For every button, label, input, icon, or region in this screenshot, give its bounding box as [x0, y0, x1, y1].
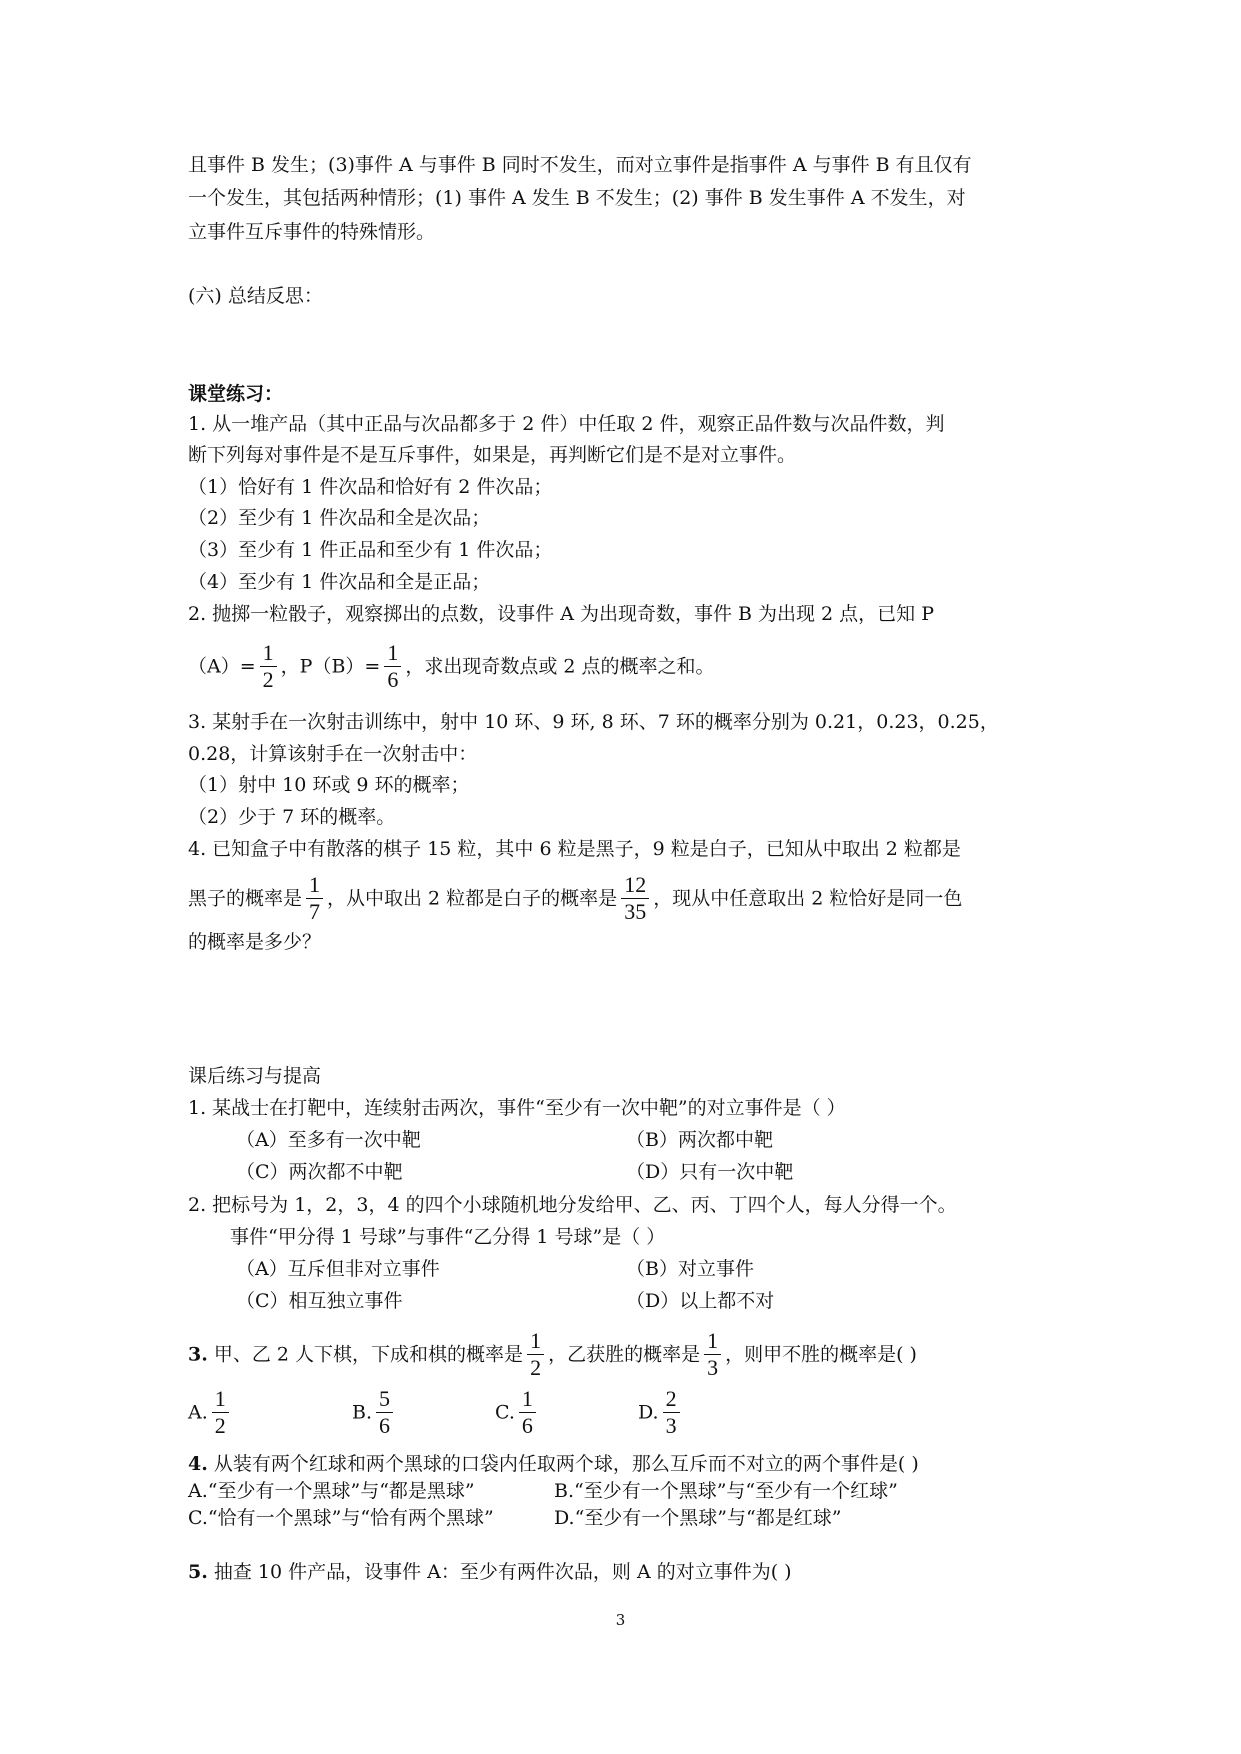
hw-q1-stem: 1. 某战士在打靶中，连续射击两次，事件“至少有一次中靶”的对立事件是（ ） — [188, 1097, 846, 1119]
homework-title: 课后练习与提高 — [188, 1065, 322, 1087]
cw-q2-pa-label: （A）= — [188, 655, 256, 678]
classwork-title: 课堂练习： — [188, 383, 284, 405]
fraction-numerator: 1 — [262, 640, 274, 665]
cw-q4-line-1: 4. 已知盒子中有散落的棋子 15 粒，其中 6 粒是黑子，9 粒是白子，已知从中取出 2 粒都是 — [188, 838, 961, 860]
summary-heading: (六) 总结反思： — [188, 285, 323, 307]
fraction — [663, 1386, 680, 1439]
fraction-denominator: 6 — [384, 666, 401, 693]
option-label: D. — [638, 1401, 659, 1424]
cw-q3-line-2: 0.28，计算该射手在一次射击中： — [188, 743, 478, 765]
hw-q3-option-d — [638, 1386, 684, 1439]
cw-q1-item-2: （2）至少有 1 件次品和全是次品； — [188, 507, 491, 529]
fraction-numerator: 12 — [624, 872, 647, 897]
fraction — [527, 1328, 544, 1381]
cw-q3-item-1: （1）射中 10 环或 9 环的概率； — [188, 774, 470, 796]
hw-q5-stem — [188, 1560, 792, 1584]
option-label: C. — [495, 1401, 515, 1424]
cw-q2-pb-label: ，P（B）= — [280, 655, 381, 678]
fraction-numerator: 1 — [387, 640, 399, 665]
cw-q3-item-2: （2）少于 7 环的概率。 — [188, 806, 396, 828]
cw-q1-line-2: 断下列每对事件是不是互斥事件，如果是，再判断它们是不是对立事件。 — [188, 444, 797, 466]
hw-q1-option-d: （D）只有一次中靶 — [626, 1161, 794, 1183]
fraction-denominator: 7 — [306, 898, 323, 925]
cw-q1-item-3: （3）至少有 1 件正品和至少有 1 件次品； — [188, 539, 553, 561]
hw-q2-option-a: （A）互斥但非对立事件 — [236, 1258, 440, 1280]
fraction — [704, 1328, 721, 1381]
fraction — [376, 1386, 393, 1439]
fraction — [212, 1386, 229, 1439]
fraction — [260, 640, 277, 693]
hw-q4-option-d: D.“至少有一个黑球”与“都是红球” — [554, 1507, 842, 1529]
fraction-denominator: 3 — [663, 1412, 680, 1439]
fraction-denominator: 6 — [376, 1412, 393, 1439]
hw-q4-stem-text: 从装有两个红球和两个黑球的口袋内任取两个球，那么互斥而不对立的两个事件是( ) — [207, 1453, 919, 1475]
fraction-numerator: 1 — [309, 872, 321, 897]
fraction-denominator: 2 — [527, 1354, 544, 1381]
cw-q2-line-2 — [188, 640, 715, 693]
cw-q4-seg-2: ，从中取出 2 粒都是白子的概率是 — [327, 887, 618, 910]
fraction-denominator: 2 — [212, 1412, 229, 1439]
fraction — [621, 872, 649, 925]
hw-q4-option-a: A.“至少有一个黑球”与“都是黑球” — [188, 1480, 475, 1502]
fraction-denominator: 6 — [519, 1412, 536, 1439]
hw-q3-option-c — [495, 1386, 540, 1439]
hw-q3-seg-1: 甲、乙 2 人下棋，下成和棋的概率是 — [207, 1343, 524, 1366]
fraction-numerator: 5 — [379, 1386, 391, 1411]
hw-q2-option-d: （D）以上都不对 — [626, 1290, 775, 1312]
cw-q1-item-1: （1）恰好有 1 件次品和恰好有 2 件次品； — [188, 476, 553, 498]
fraction-numerator: 1 — [530, 1328, 542, 1353]
hw-q2-option-b: （B）对立事件 — [626, 1258, 754, 1280]
fraction — [384, 640, 401, 693]
page-number: 3 — [615, 1611, 626, 1629]
hw-q3-option-b — [352, 1386, 397, 1439]
cw-q4-seg-1: 黑子的概率是 — [188, 887, 303, 910]
hw-q1-option-b: （B）两次都中靶 — [626, 1129, 773, 1151]
hw-q4-option-c: C.“恰有一个黑球”与“恰有两个黑球” — [188, 1507, 494, 1529]
option-label: B. — [352, 1401, 373, 1424]
cw-q1-item-4: （4）至少有 1 件次品和全是正品； — [188, 571, 491, 593]
fraction-numerator: 1 — [707, 1328, 719, 1353]
cw-q1-line-1: 1. 从一堆产品（其中正品与次品都多于 2 件）中任取 2 件，观察正品件数与次品件数，判 — [188, 413, 945, 435]
cw-q4-line-2 — [188, 872, 962, 925]
fraction-denominator: 35 — [621, 898, 649, 925]
option-label: A. — [188, 1401, 208, 1424]
fraction-denominator: 3 — [704, 1354, 721, 1381]
intro-line-3: 立事件互斥事件的特殊情形。 — [188, 221, 436, 243]
hw-q4-stem — [188, 1452, 919, 1476]
intro-line-1: 且事件 B 发生；(3)事件 A 与事件 B 同时不发生，而对立事件是指事件 A 与事件 B 有且仅有 — [188, 154, 972, 176]
fraction — [519, 1386, 536, 1439]
question-number: 5. — [188, 1561, 208, 1583]
hw-q3-option-a — [188, 1386, 233, 1439]
fraction — [306, 872, 323, 925]
hw-q2-stem: 2. 把标号为 1，2，3，4 的四个小球随机地分发给甲、乙、丙、丁四个人，每人分得一个。 — [188, 1194, 957, 1216]
cw-q4-line-3: 的概率是多少？ — [188, 931, 322, 953]
cw-q4-seg-3: ，现从中任意取出 2 粒恰好是同一色 — [653, 887, 963, 910]
question-number: 3. — [188, 1343, 208, 1366]
fraction-numerator: 1 — [521, 1386, 533, 1411]
fraction-denominator: 2 — [260, 666, 277, 693]
hw-q1-option-c: （C）两次都不中靶 — [236, 1161, 403, 1183]
intro-line-2: 一个发生，其包括两种情形；(1) 事件 A 发生 B 不发生；(2) 事件 B 发生事件 A 不发生，对 — [188, 187, 966, 209]
cw-q2-tail: ，求出现奇数点或 2 点的概率之和。 — [405, 655, 715, 678]
hw-q2-option-c: （C）相互独立事件 — [236, 1290, 403, 1312]
hw-q3-seg-2: ，乙获胜的概率是 — [548, 1343, 701, 1366]
cw-q2-line-1: 2. 抛掷一粒骰子，观察掷出的点数，设事件 A 为出现奇数，事件 B 为出现 2 点，已知 P — [188, 603, 935, 625]
hw-q3-stem — [188, 1328, 917, 1381]
cw-q3-line-1: 3. 某射手在一次射击训练中，射中 10 环、9 环, 8 环、7 环的概率分别为 0.21，0.23，0.25， — [188, 711, 999, 733]
hw-q3-seg-3: ，则甲不胜的概率是( ) — [725, 1343, 917, 1366]
question-number: 4. — [188, 1453, 208, 1475]
hw-q4-option-b: B.“至少有一个黑球”与“至少有一个红球” — [554, 1480, 898, 1502]
hw-q5-stem-text: 抽查 10 件产品，设事件 A：至少有两件次品，则 A 的对立事件为( ) — [207, 1561, 792, 1583]
fraction-numerator: 2 — [665, 1386, 677, 1411]
hw-q2-stem-2: 事件“甲分得 1 号球”与事件“乙分得 1 号球”是（ ） — [230, 1226, 666, 1248]
hw-q1-option-a: （A）至多有一次中靶 — [236, 1129, 421, 1151]
fraction-numerator: 1 — [214, 1386, 226, 1411]
